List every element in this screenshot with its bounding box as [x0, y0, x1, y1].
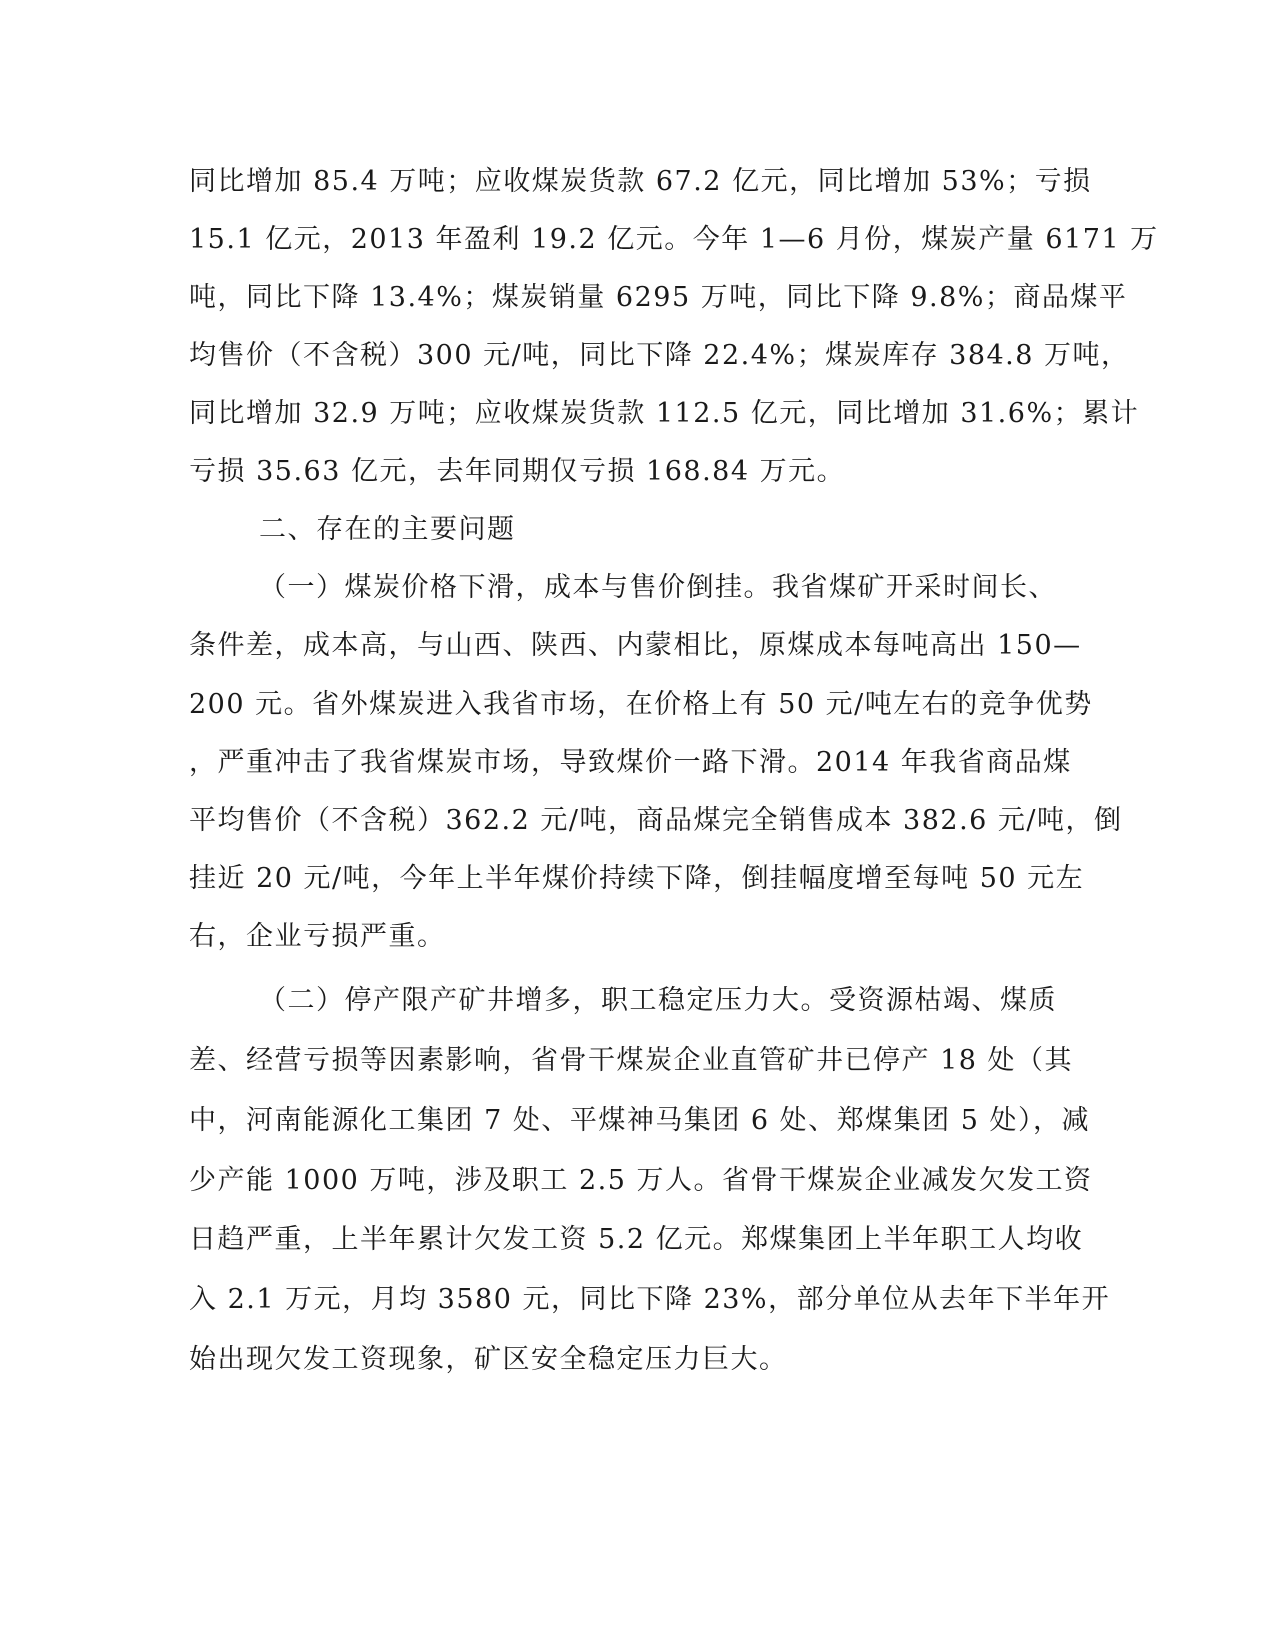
body-line: 右，企业亏损严重。 — [189, 921, 446, 952]
body-line: 亏损 35.63 亿元，去年同期仅亏损 168.84 万元。 — [189, 456, 846, 487]
body-line: ，严重冲击了我省煤炭市场，导致煤价一路下滑。2014 年我省商品煤 — [189, 747, 1072, 778]
body-line: 中，河南能源化工集团 7 处、平煤神马集团 6 处、郑煤集团 5 处），减 — [189, 1105, 1091, 1136]
body-line: 同比增加 32.9 万吨；应收煤炭货款 112.5 亿元，同比增加 31.6%；累计 — [189, 398, 1140, 429]
body-line: 差、经营亏损等因素影响，省骨干煤炭企业直管矿井已停产 18 处（其 — [189, 1045, 1074, 1076]
section-heading: 二、存在的主要问题 — [259, 514, 516, 545]
body-line: （一）煤炭价格下滑，成本与售价倒挂。我省煤矿开采时间长、 — [259, 572, 1057, 603]
body-line: 15.1 亿元，2013 年盈利 19.2 亿元。今年 1—6 月份，煤炭产量 6171 万 — [189, 224, 1159, 255]
body-line: 平均售价（不含税）362.2 元/吨，商品煤完全销售成本 382.6 元/吨，倒 — [189, 805, 1123, 836]
body-line: 均售价（不含税）300 元/吨，同比下降 22.4%；煤炭库存 384.8 万吨， — [189, 340, 1130, 371]
body-line: 少产能 1000 万吨，涉及职工 2.5 万人。省骨干煤炭企业减发欠发工资 — [189, 1165, 1093, 1196]
body-line: （二）停产限产矿井增多，职工稳定压力大。受资源枯竭、煤质 — [259, 985, 1057, 1016]
body-line: 日趋严重，上半年累计欠发工资 5.2 亿元。郑煤集团上半年职工人均收 — [189, 1224, 1084, 1255]
body-line: 同比增加 85.4 万吨；应收煤炭货款 67.2 亿元，同比增加 53%；亏损 — [189, 166, 1092, 197]
body-line: 条件差，成本高，与山西、陕西、内蒙相比，原煤成本每吨高出 150— — [189, 630, 1082, 661]
body-line: 入 2.1 万元，月均 3580 元，同比下降 23%，部分单位从去年下半年开 — [189, 1284, 1111, 1315]
body-line: 始出现欠发工资现象，矿区安全稳定压力巨大。 — [189, 1344, 788, 1375]
body-line: 吨，同比下降 13.4%；煤炭销量 6295 万吨，同比下降 9.8%；商品煤平 — [189, 282, 1128, 313]
body-line: 挂近 20 元/吨，今年上半年煤价持续下降，倒挂幅度增至每吨 50 元左 — [189, 863, 1085, 894]
body-line: 200 元。省外煤炭进入我省市场，在价格上有 50 元/吨左右的竞争优势 — [189, 689, 1093, 720]
